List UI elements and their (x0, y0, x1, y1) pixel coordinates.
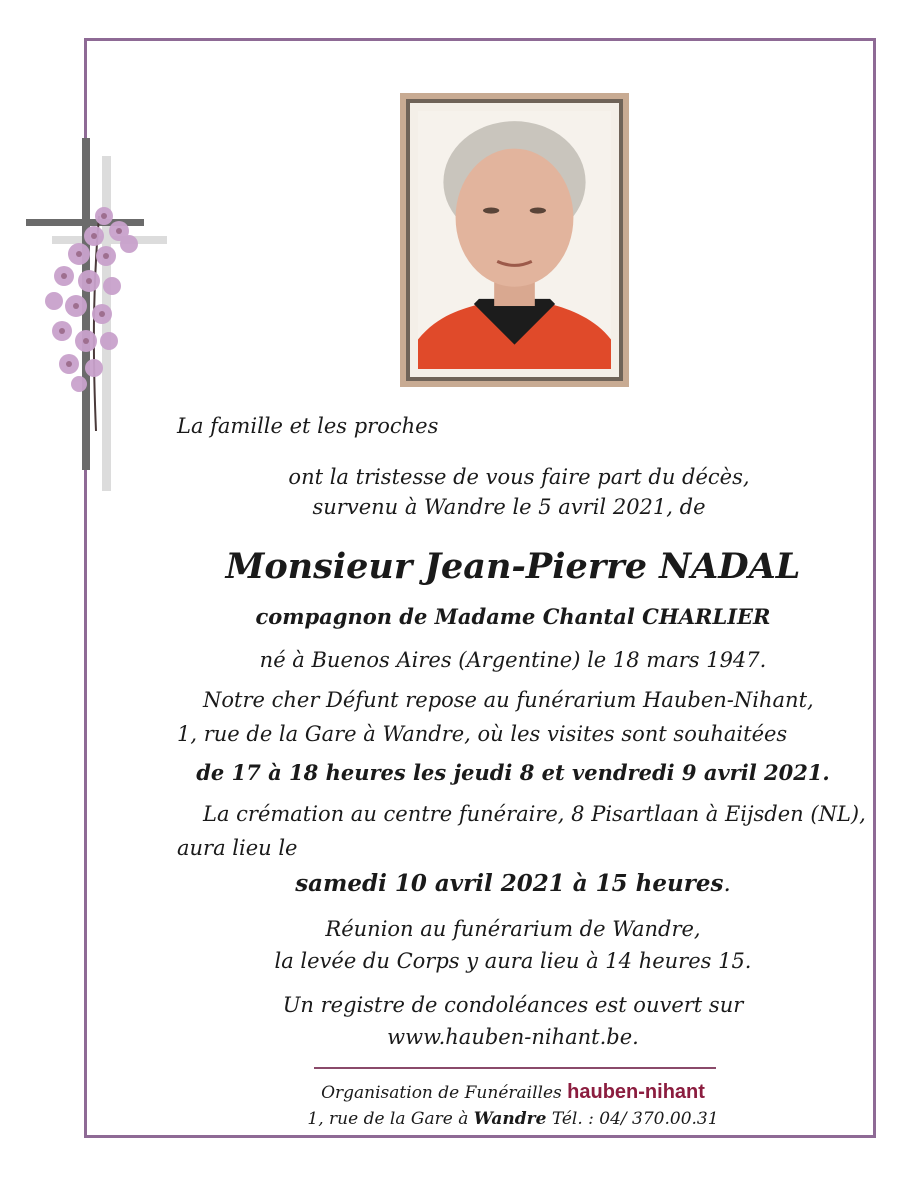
cremation-date: samedi 10 avril 2021 à 15 heures (295, 870, 724, 897)
footer-address-prefix: 1, rue de la Gare à (307, 1109, 469, 1129)
meeting-line-2: la levée du Corps y aura lieu à 14 heures 15. (274, 949, 752, 973)
meeting-line-1: Réunion au funérarium de Wandre, (325, 917, 701, 941)
cremation-date-punct: . (723, 871, 731, 897)
visit-line-2: 1, rue de la Gare à Wandre, où les visites sont souhaitées (177, 722, 788, 746)
brand-logo: hauben-nihant (567, 1081, 705, 1103)
cremation-date-wrap (54, 870, 918, 897)
announce-line-2: survenu à Wandre le 5 avril 2021, de (312, 495, 706, 519)
cremation-line-2: aura lieu le (177, 836, 298, 860)
announce-line-1: ont la tristesse de vous faire part du décès, (288, 465, 750, 489)
birth-line: né à Buenos Aires (Argentine) le 18 mars 1947. (259, 648, 767, 672)
footer-org-label: Organisation de Funérailles (321, 1083, 562, 1103)
footer-address-line (54, 1109, 918, 1129)
intro-text: La famille et les proches (177, 414, 439, 438)
portrait-photo (418, 111, 611, 369)
cross-with-orchids-icon (24, 136, 174, 496)
partner-line: compagnon de Madame Chantal CHARLIER (255, 604, 771, 629)
visit-hours: de 17 à 18 heures les jeudi 8 et vendredi 9 avril 2021. (196, 760, 830, 785)
footer-address-city: Wandre (473, 1109, 547, 1129)
footer-separator (314, 1067, 716, 1069)
visit-line-1: Notre cher Défunt repose au funérarium Hauben-Nihant, (203, 688, 814, 712)
cremation-line-1: La crémation au centre funéraire, 8 Pisartlaan à Eijsden (NL), (203, 802, 866, 826)
footer-org-line (54, 1081, 918, 1104)
footer-phone: Tél. : 04/ 370.00.31 (551, 1109, 719, 1129)
deceased-name: Monsieur Jean-Pierre NADAL (225, 546, 801, 587)
register-line: Un registre de condoléances est ouvert sur (282, 993, 744, 1017)
portrait-frame (400, 93, 629, 387)
register-url[interactable]: www.hauben-nihant.be. (387, 1025, 639, 1049)
